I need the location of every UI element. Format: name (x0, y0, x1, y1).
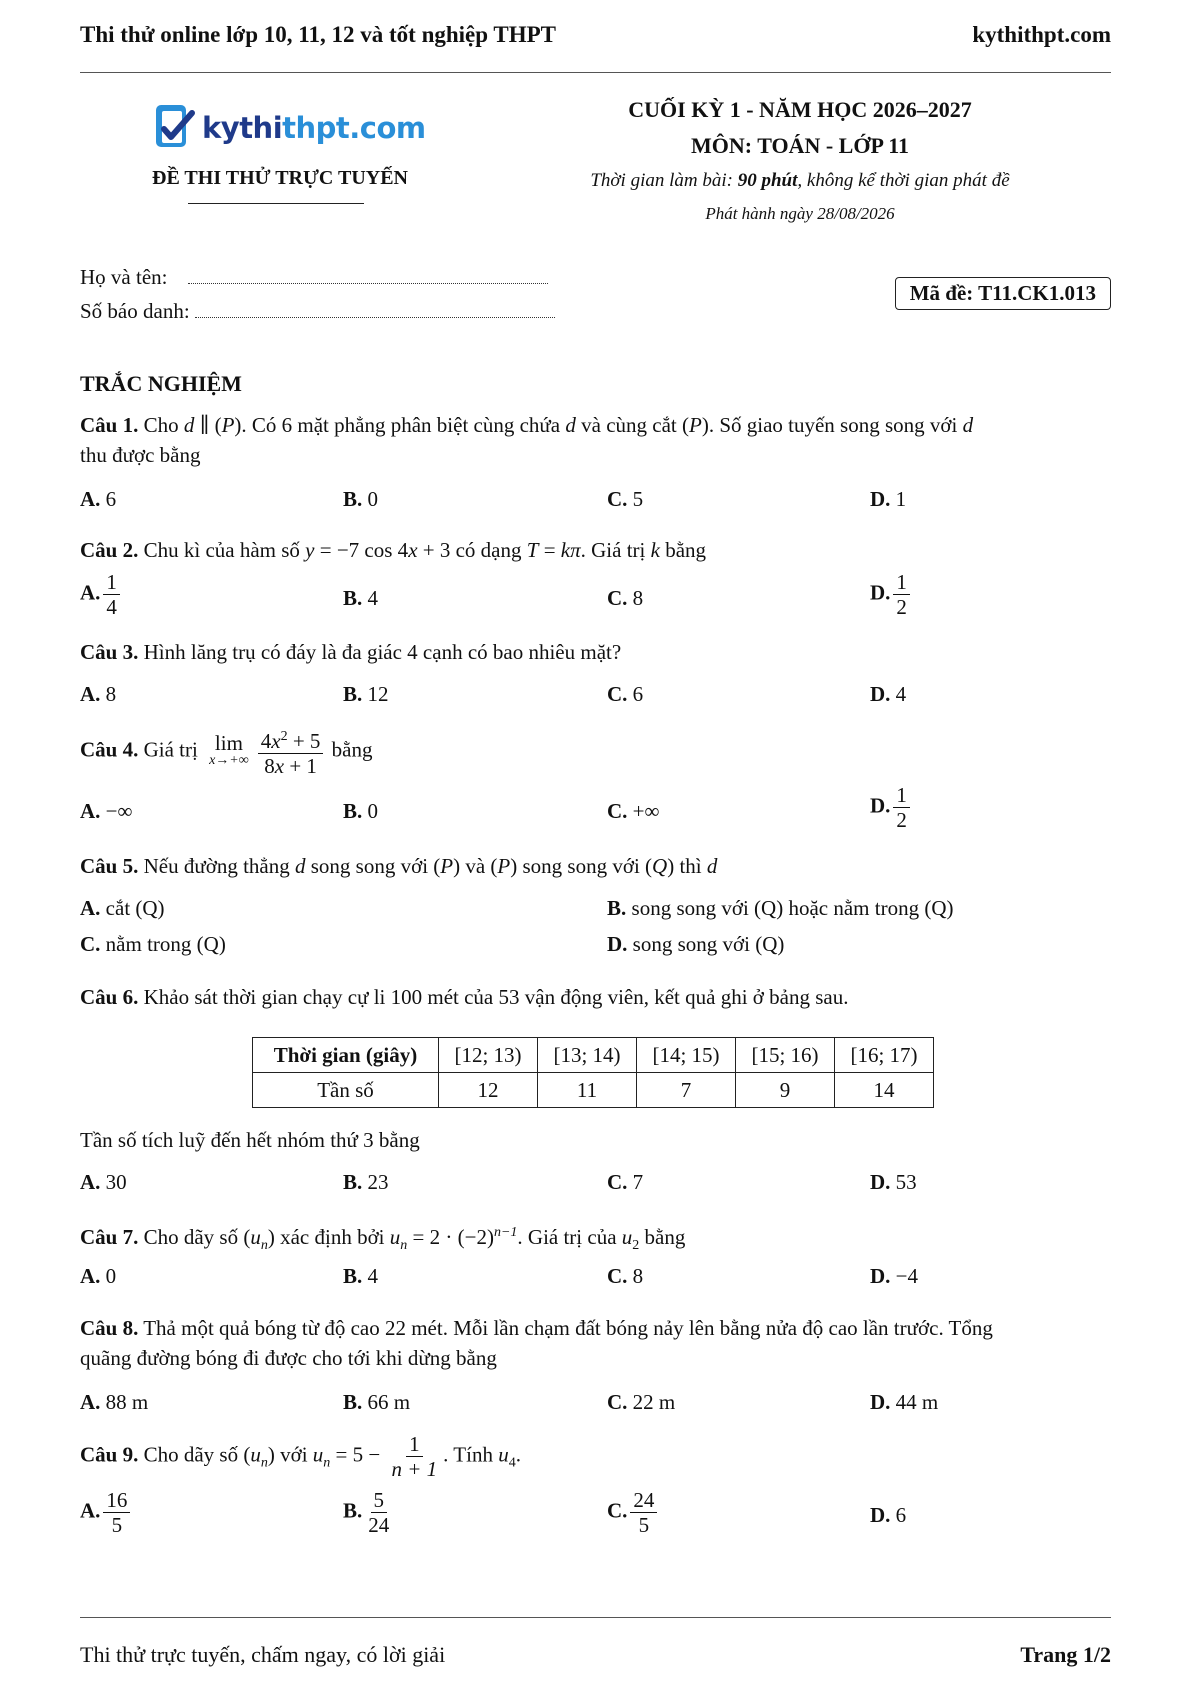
table-row (253, 1073, 934, 1108)
header-left: Thi thử online lớp 10, 11, 12 và tốt nghiệp THPT (80, 22, 556, 47)
q9-option-d: D. 6 (870, 1503, 907, 1527)
question-5: Câu 5. Nếu đường thẳng d song song với (P) và (P) song song với (Q) thì d (80, 854, 718, 878)
question-3: Câu 3. Hình lăng trụ có đáy là đa giác 4 cạnh có bao nhiêu mặt? (80, 640, 622, 664)
q9-option-b: B. $\frac{5}{24}$ (343, 1488, 390, 1537)
footer-rule (80, 1617, 1111, 1618)
table-cell: Tần số (253, 1073, 439, 1108)
q4-option-c: C. +∞ (607, 799, 660, 823)
q6-option-a: A. 30 (80, 1170, 127, 1194)
q3-option-c: C. 6 (607, 682, 644, 706)
q1-option-a: A. 6 (80, 487, 117, 511)
q5-option-b: B. song song với (Q) hoặc nằm trong (Q) (607, 896, 954, 920)
q6-option-c: C. 7 (607, 1170, 644, 1194)
table-cell: 7 (637, 1073, 736, 1108)
q2-option-d: D. $\frac{1}{2}$ (870, 570, 913, 619)
q5-option-c: C. nằm trong (Q) (80, 932, 226, 956)
table-cell: 9 (736, 1073, 835, 1108)
table-cell: 11 (538, 1073, 637, 1108)
table-header-cell: [13; 14) (538, 1038, 637, 1073)
q6-option-b: B. 23 (343, 1170, 389, 1194)
question-1: Câu 1. Cho d ∥ (P). Có 6 mặt phẳng phân biệt cùng chứa d và cùng cắt (P). Số giao tuyến song song với d thu được bằng (80, 413, 974, 467)
question-8: Câu 8. Thả một quả bóng từ độ cao 22 mét. Mỗi lần chạm đất bóng nảy lên bằng nửa độ cao lần trước. Tổng quãng đường bóng đi được cho tới khi dừng bằng (80, 1316, 993, 1370)
q8-option-b: B. 66 m (343, 1390, 411, 1414)
q5-option-d: D. song song với (Q) (607, 932, 785, 956)
q7-option-a: A. 0 (80, 1264, 117, 1288)
exam-title: CUỐI KỲ 1 - NĂM HỌC 2026–2027 (628, 97, 972, 122)
q5-option-a: A. cắt (Q) (80, 896, 165, 920)
q7-option-b: B. 4 (343, 1264, 379, 1288)
q2-option-c: C. 8 (607, 586, 644, 610)
table-row (253, 1038, 934, 1073)
q3-option-a: A. 8 (80, 682, 117, 706)
logo (152, 103, 426, 153)
table-header-cell: [15; 16) (736, 1038, 835, 1073)
question-6: Câu 6. Khảo sát thời gian chạy cự li 100 mét của 53 vận động viên, kết quả ghi ở bảng sau. (80, 985, 849, 1009)
subtitle-left: ĐỀ THI THỬ TRỰC TUYẾN (152, 167, 408, 189)
q1-option-c: C. 5 (607, 487, 644, 511)
table-header-cell: Thời gian (giây) (253, 1038, 439, 1073)
name-line: Họ và tên: (80, 265, 548, 290)
q8-option-c: C. 22 m (607, 1390, 676, 1414)
q4-option-d: D. $\frac{1}{2}$ (870, 783, 913, 832)
frequency-table (252, 1037, 934, 1108)
header-rule (80, 72, 1111, 73)
footer-left: Thi thử trực tuyến, chấm ngay, có lời giải (80, 1642, 446, 1667)
q4-option-b: B. 0 (343, 799, 379, 823)
table-cell: 12 (439, 1073, 538, 1108)
q2-option-b: B. 4 (343, 586, 379, 610)
question-6-follow: Tần số tích luỹ đến hết nhóm thứ 3 bằng (80, 1128, 420, 1152)
q4-option-a: A. −∞ (80, 799, 133, 823)
id-line: Số báo danh: (80, 299, 555, 324)
q3-option-d: D. 4 (870, 682, 907, 706)
q8-option-a: A. 88 m (80, 1390, 149, 1414)
q1-option-b: B. 0 (343, 487, 379, 511)
subtitle-underline (188, 203, 364, 204)
q1-option-d: D. 1 (870, 487, 907, 511)
q3-option-b: B. 12 (343, 682, 389, 706)
exam-code-box: Mã đề: T11.CK1.013 (895, 277, 1111, 310)
q9-option-a: A. $\frac{16}{5}$ (80, 1488, 133, 1537)
q8-option-d: D. 44 m (870, 1390, 939, 1414)
logo-text: kythithpt.com (202, 111, 426, 145)
table-header-cell: [16; 17) (835, 1038, 934, 1073)
question-4: Câu 4. Giá trị lim x→+∞ $\frac{4x^2 + 5}{8x + 1}$ bằng (80, 725, 1111, 778)
q2-option-a: A. $\frac{1}{4}$ (80, 570, 123, 619)
section-title: TRẮC NGHIỆM (80, 371, 242, 396)
limit-operator: lim x→+∞ (209, 730, 249, 768)
q7-option-c: C. 8 (607, 1264, 644, 1288)
q7-option-d: D. −4 (870, 1264, 919, 1288)
question-2: Câu 2. Chu kì của hàm số y = −7 cos 4x + 3 có dạng T = kπ. Giá trị k bằng (80, 538, 707, 562)
exam-release: Phát hành ngày 28/08/2026 (705, 204, 895, 223)
checkmark-doc-icon (152, 103, 198, 153)
table-cell: 14 (835, 1073, 934, 1108)
q9-option-c: C. $\frac{24}{5}$ (607, 1488, 660, 1537)
exam-subject: MÔN: TOÁN - LỚP 11 (691, 133, 909, 158)
question-9: Câu 9. Cho dãy số $(u_n)$ với $u_n = 5$ − $\frac{1}{n + 1}$ . Tính $u_4$. (80, 1432, 521, 1481)
table-header-cell: [14; 15) (637, 1038, 736, 1073)
exam-time: Thời gian làm bài: 90 phút, không kể thời gian phát đề (590, 170, 1010, 191)
table-header-cell: [12; 13) (439, 1038, 538, 1073)
q6-option-d: D. 53 (870, 1170, 917, 1194)
header-right: kythithpt.com (972, 22, 1111, 47)
question-7: Câu 7. Cho dãy số $(u_n)$ xác định bởi $u_n = 2 \cdot (-2)^{n-1}$. Giá trị của $u_2$ bằng (80, 1225, 686, 1254)
page-number: Trang 1/2 (1020, 1642, 1111, 1667)
